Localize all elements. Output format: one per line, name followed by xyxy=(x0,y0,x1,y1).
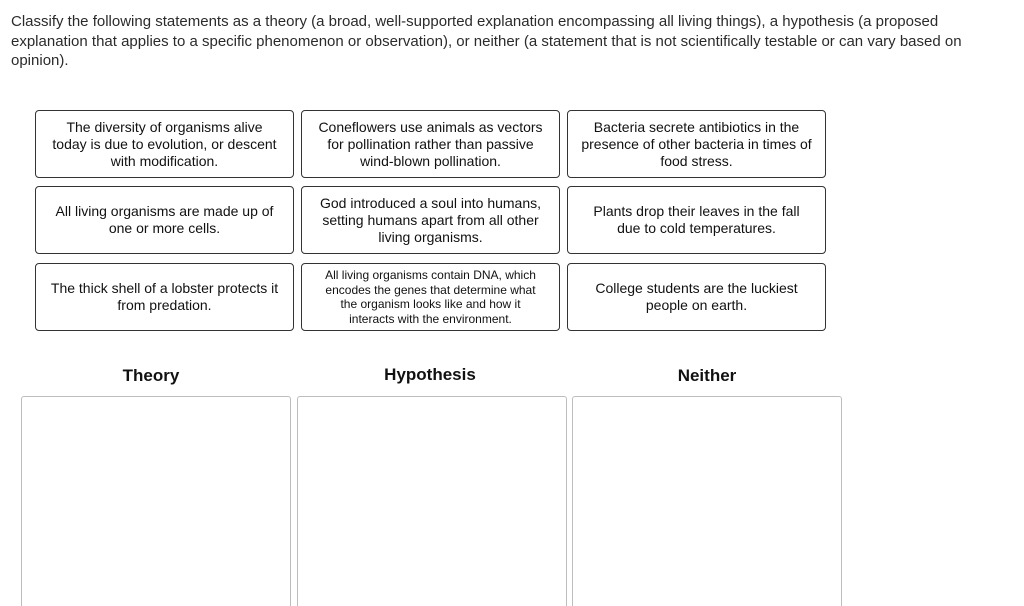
statement-card[interactable]: Plants drop their leaves in the fall due to cold temperatures. xyxy=(567,186,826,254)
hypothesis-header: Hypothesis xyxy=(384,365,476,384)
statement-card[interactable]: Coneflowers use animals as vectors for pollination rather than passive wind-blown pollination. xyxy=(301,110,560,178)
statement-card[interactable]: College students are the luckiest people on earth. xyxy=(567,263,826,331)
statement-card[interactable]: Bacteria secrete antibiotics in the presence of other bacteria in times of food stress. xyxy=(567,110,826,178)
theory-header: Theory xyxy=(122,366,180,385)
hypothesis-dropzone[interactable] xyxy=(297,396,567,606)
statement-card[interactable]: All living organisms contain DNA, which encodes the genes that determine what the organism looks like and how it interacts with the environment. xyxy=(301,263,560,331)
statement-card[interactable]: God introduced a soul into humans, setting humans apart from all other living organisms. xyxy=(301,186,560,254)
neither-dropzone[interactable] xyxy=(572,396,842,606)
theory-dropzone[interactable] xyxy=(21,396,291,606)
instructions-text: Classify the following statements as a theory (a broad, well-supported explanation encompassing all living things), a hypothesis (a proposed explanation that applies to a specific phenomenon or observation), or neither (a statement that is not scientifically testable or can vary based on opinion). xyxy=(11,13,962,69)
statement-card[interactable]: All living organisms are made up of one or more cells. xyxy=(35,186,294,254)
statement-card[interactable]: The diversity of organisms alive today is due to evolution, or descent with modification. xyxy=(35,110,294,178)
statement-card[interactable]: The thick shell of a lobster protects it from predation. xyxy=(35,263,294,331)
neither-header: Neither xyxy=(677,366,737,385)
